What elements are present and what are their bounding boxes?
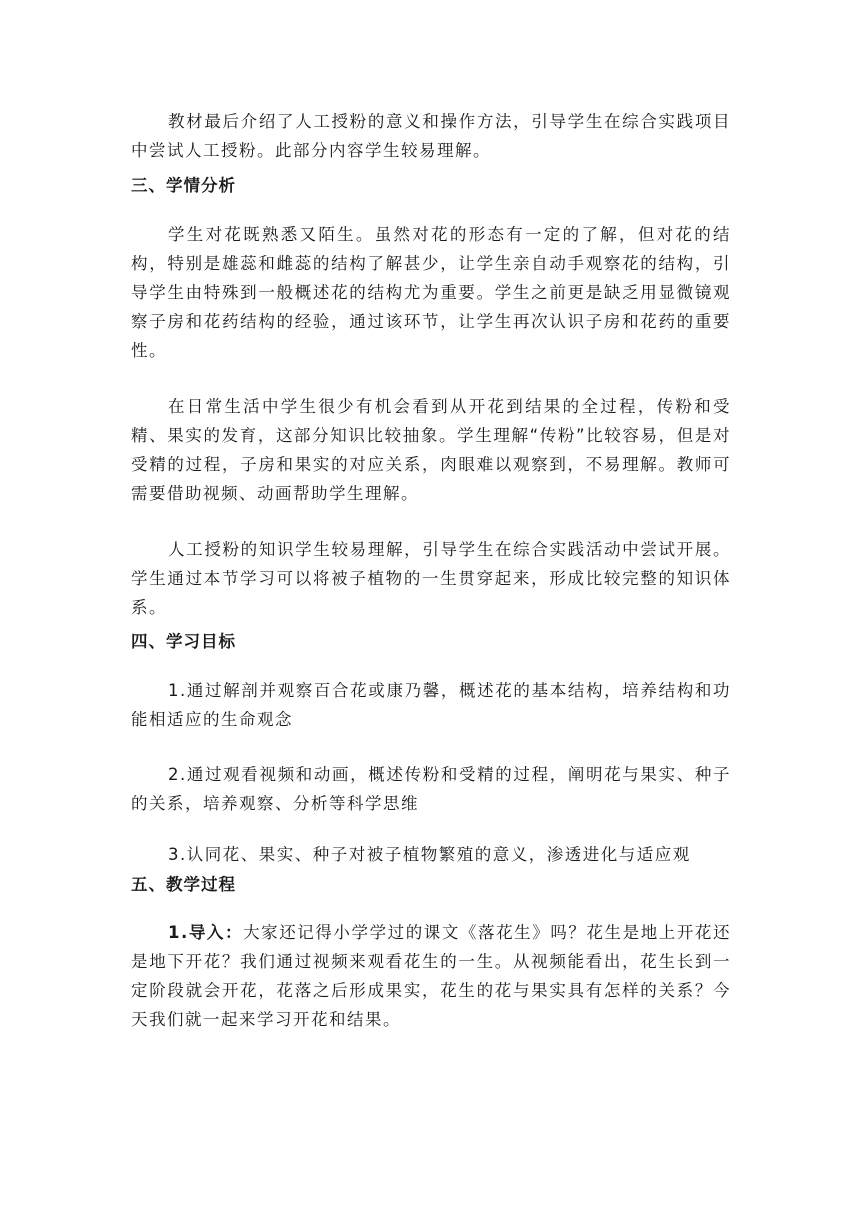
paragraph-flower-familiarity: 学生对花既熟悉又陌生。虽然对花的形态有一定的了解，但对花的结构，特别是雄蕊和雌蕊的结构了解甚少，让学生亲自动手观察花的结构，引导学生由特殊到一般概述花的结构尤为重要。学生之前更是缺乏用显微镜观察子房和花药结构的经验，通过该环节，让学生再次认识子房和花药的重要性。: [131, 225, 731, 360]
objective-2: 2.通过观看视频和动画，概述传粉和受精的过程，阐明花与果实、种子的关系，培养观察、分析等科学思维: [131, 765, 731, 813]
introduction-text: 大家还记得小学学过的课文《落花生》吗？花生是地上开花还是地下开花？我们通过视频来观看花生的一生。从视频能看出，花生长到一定阶段就会开花，花落之后形成果实，花生的花与果实具有怎样的关系？今天我们就一起来学习开花和结果。: [131, 923, 732, 1029]
heading-learner-analysis: 三、学情分析: [131, 176, 236, 195]
paragraph-pollination-abstract: 在日常生活中学生很少有机会看到从开花到结果的全过程，传粉和受精、果实的发育，这部分知识比较抽象。学生理解“传粉”比较容易，但是对受精的过程，子房和果实的对应关系，肉眼难以观察到，不易理解。教师可需要借助视频、动画帮助学生理解。: [131, 397, 731, 503]
heading-learning-objectives: 四、学习目标: [131, 632, 236, 651]
paragraph-introduction: [131, 918, 731, 1034]
heading-teaching-process: 五、教学过程: [131, 875, 236, 894]
objective-1: 1.通过解剖并观察百合花或康乃馨，概述花的基本结构，培养结构和功能相适应的生命观念: [131, 681, 731, 729]
paragraph-textbook-summary: 教材最后介绍了人工授粉的意义和操作方法，引导学生在综合实践项目中尝试人工授粉。此部分内容学生较易理解。: [131, 112, 731, 160]
introduction-label: 1.导入：: [168, 923, 244, 942]
objective-3: 3.认同花、果实、种子对被子植物繁殖的意义，渗透进化与适应观: [168, 845, 691, 864]
paragraph-artificial-pollination: 人工授粉的知识学生较易理解，引导学生在综合实践活动中尝试开展。学生通过本节学习可以将被子植物的一生贯穿起来，形成比较完整的知识体系。: [131, 540, 731, 617]
